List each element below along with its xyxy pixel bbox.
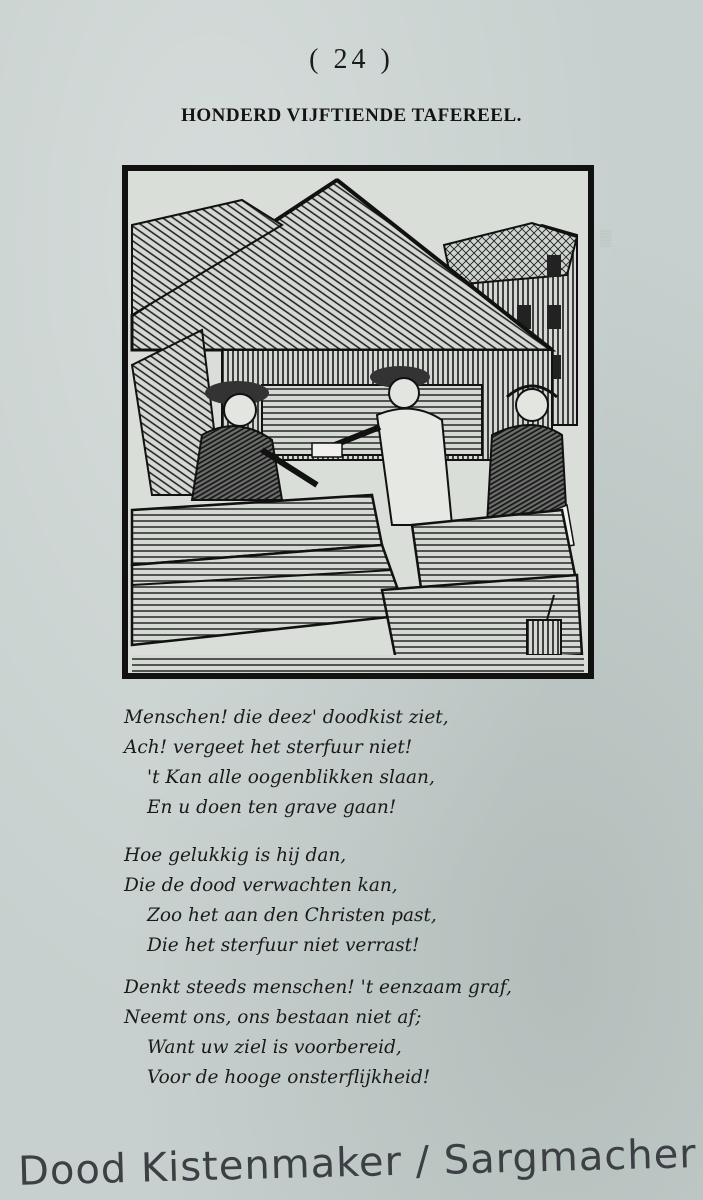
poem-line: Zoo het aan den Christen past,: [147, 905, 437, 926]
poem-line: En u doen ten grave gaan!: [147, 797, 397, 818]
page-number: ( 24 ): [309, 44, 394, 75]
poem-line: Die de dood verwachten kan,: [124, 875, 398, 896]
poem-line: Ach! vergeet het sterfuur niet!: [124, 737, 413, 758]
page-title: HONDERD VIJFTIENDE TAFEREEL.: [181, 105, 522, 126]
poem-line: Want uw ziel is voorbereid,: [147, 1037, 402, 1058]
poem-line: Hoe gelukkig is hij dan,: [124, 845, 347, 866]
bleed-through-text: ▒: [600, 230, 612, 247]
woodcut-coffin-makers-workshop-icon: [122, 165, 594, 679]
woodcut-illustration: [122, 165, 594, 679]
poem-line: Menschen! die deez' doodkist ziet,: [124, 707, 449, 728]
poem-line: Denkt steeds menschen! 't eenzaam graf,: [124, 977, 512, 998]
poem-line: 't Kan alle oogenblikken slaan,: [147, 767, 435, 788]
handwritten-annotation: Dood Kistenmaker / Sargmacher: [17, 1131, 698, 1195]
poem-line: Die het sterfuur niet verrast!: [147, 935, 420, 956]
poem-line: Neemt ons, ons bestaan niet af;: [124, 1007, 422, 1028]
poem-line: Voor de hooge onsterflijkheid!: [147, 1067, 431, 1088]
